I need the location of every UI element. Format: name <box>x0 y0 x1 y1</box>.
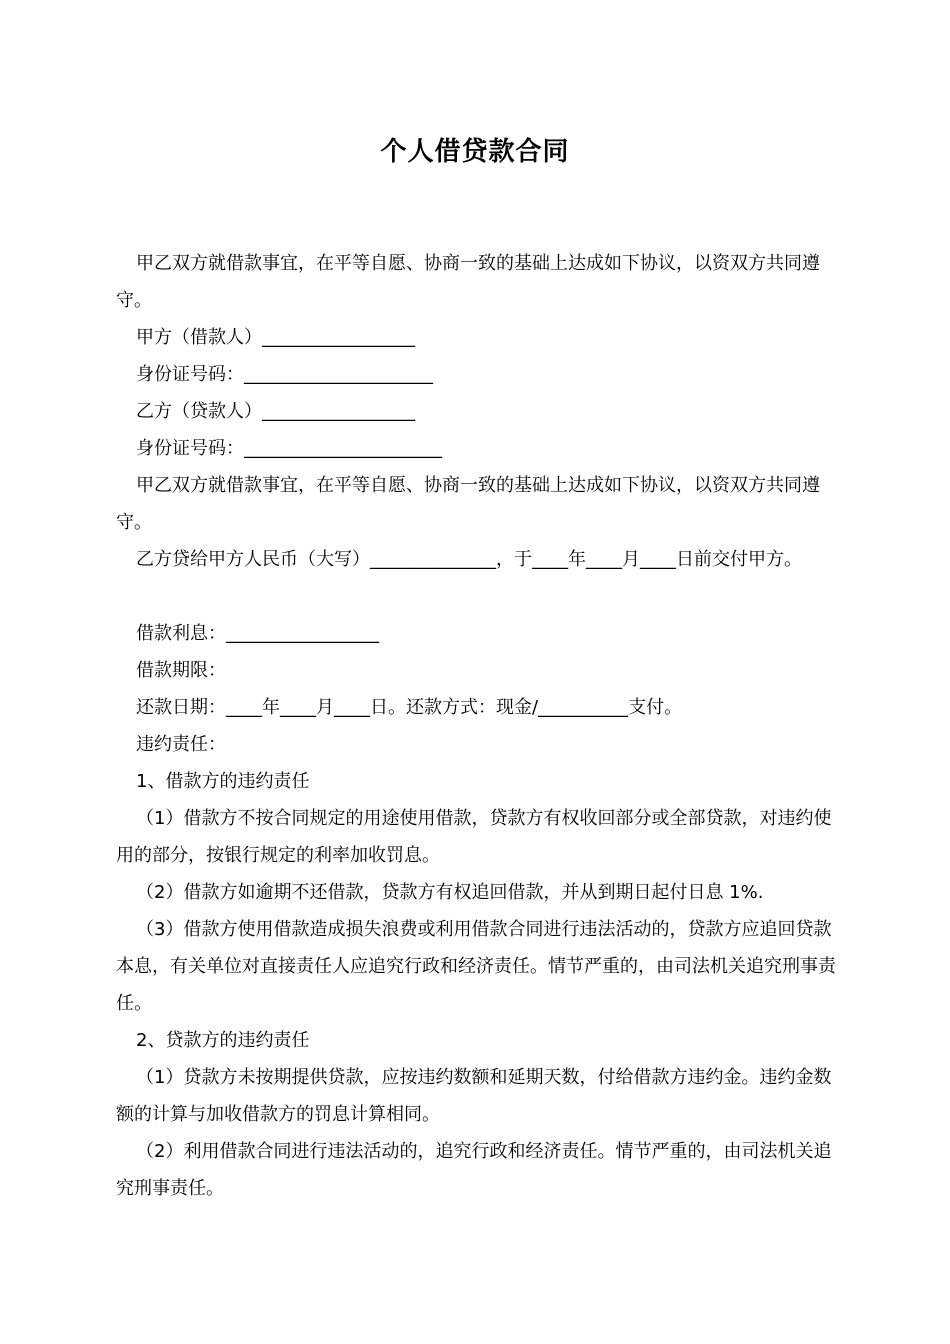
party-a-id-line: 身份证号码：_____________________ <box>136 364 433 385</box>
lender-clause-2: （2）利用借款合同进行违法活动的，追究行政和经济责任。情节严重的，由司法机关追究刑事责任。 <box>116 1141 832 1199</box>
lender-clause-1: （1）贷款方未按期提供贷款，应按违约数额和延期天数，付给借款方违约金。违约金数额的计算与加收借款方的罚息计算相同。 <box>116 1067 832 1125</box>
agreement-paragraph: 甲乙双方就借款事宜，在平等自愿、协商一致的基础上达成如下协议，以资双方共同遵守。 <box>116 475 820 533</box>
party-a-line: 甲方（借款人）_________________ <box>136 327 415 348</box>
term-line: 借款期限： <box>136 660 226 681</box>
document-body <box>116 245 846 1207</box>
borrower-clause-2: （2）借款方如逾期不还借款，贷款方有权追回借款，并从到期日起付日息 1%. <box>136 882 764 903</box>
borrower-clause-3: （3）借款方使用借款造成损失浪费或利用借款合同进行违法活动的，贷款方应追回贷款本息，有关单位对直接责任人应追究行政和经济责任。情节严重的，由司法机关追究刑事责任。 <box>116 919 836 1014</box>
borrower-liability-heading: 1、借款方的违约责任 <box>136 771 310 792</box>
party-b-line: 乙方（贷款人）_________________ <box>136 401 415 422</box>
loan-amount-line: 乙方贷给甲方人民币（大写）______________，于____年____月____日前交付甲方。 <box>136 549 802 570</box>
repayment-line: 还款日期：____年____月____日。还款方式：现金/__________支付。 <box>136 697 683 718</box>
lender-liability-heading: 2、贷款方的违约责任 <box>136 1030 310 1051</box>
document-title: 个人借贷款合同 <box>380 137 570 167</box>
party-b-id-line: 身份证号码：______________________ <box>136 438 442 459</box>
intro-paragraph: 甲乙双方就借款事宜，在平等自愿、协商一致的基础上达成如下协议，以资双方共同遵守。 <box>116 253 820 311</box>
interest-line: 借款利息：_________________ <box>136 623 379 644</box>
blank-spacer <box>116 578 846 615</box>
borrower-clause-1: （1）借款方不按合同规定的用途使用借款，贷款方有权收回部分或全部贷款，对违约使用的部分，按银行规定的利率加收罚息。 <box>116 808 832 866</box>
liability-heading: 违约责任： <box>136 734 226 755</box>
